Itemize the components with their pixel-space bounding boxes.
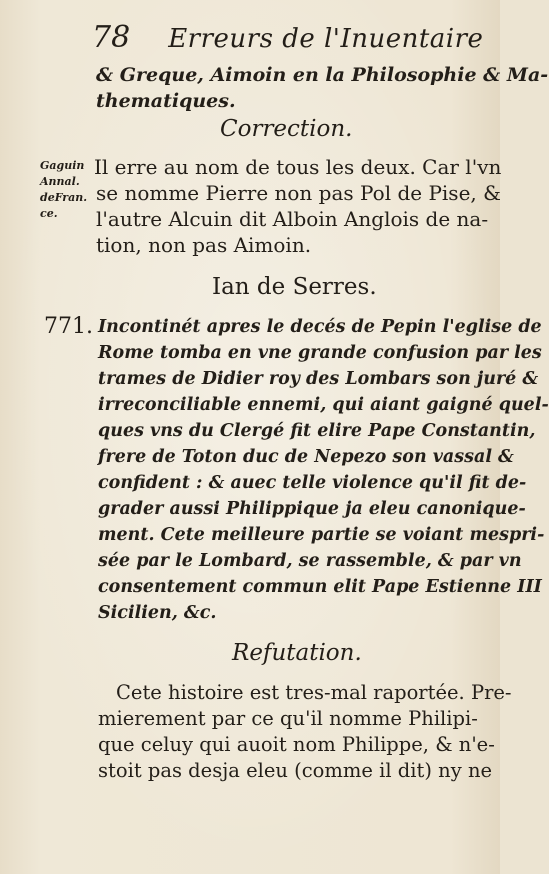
correction-line-3: l'autre Alcuin dit Alboin Anglois de na- [96,207,489,231]
section-line-5: ques vns du Clergé fit elire Pape Constantin, [98,421,536,441]
section-line-4: irreconciliable ennemi, qui aiant gaigné quel- [98,395,549,415]
margin-note-line-1: Gaguin [40,159,85,172]
correction-line-2: se nomme Pierre non pas Pol de Pise, & [96,181,501,205]
section-line-3: trames de Didier roy des Lombars son juré & [98,369,539,389]
section-line-6: frere de Toton duc de Nepezo son vassal & [98,447,514,467]
section-line-12: Sicilien, &c. [98,603,217,623]
correction-line-1: Il erre au nom de tous les deux. Car l'vn [94,155,502,179]
page-header [92,20,482,60]
section-line-10: sée par le Lombard, se rassemble, & par vn [98,551,522,571]
correction-line-4: tion, non pas Aimoin. [96,233,312,257]
margin-note-line-3: deFran. [40,191,88,204]
refutation-line-2: mierement par ce qu'il nomme Philipi- [98,707,478,730]
running-title: Erreurs de l'Inuentaire [168,24,484,54]
margin-note-line-2: Annal. [40,175,80,188]
section-line-7: confident : & auec telle violence qu'il fit de- [98,473,527,493]
section-line-8: grader aussi Philippique ja eleu canonique- [98,499,526,519]
intro-line-2: thematiques. [96,90,236,112]
page-number: 78 [92,20,131,55]
refutation-line-1: Cete histoire est tres-mal raportée. Pre- [116,681,512,704]
intro-line-1: & Greque, Aimoin en la Philosophie & Ma- [96,64,549,86]
section-line-9: ment. Cete meilleure partie se voiant mespri- [98,525,545,545]
section-number: 771. [44,314,93,339]
section-line-1: Incontinét apres le decés de Pepin l'eglise de [98,317,542,337]
correction-heading: Correction. [220,116,353,142]
section-line-11: consentement commun elit Pape Estienne III [98,577,542,597]
margin-note-line-4: ce. [40,207,58,220]
section-heading: Ian de Serres. [212,274,377,300]
refutation-line-4: stoit pas desja eleu (comme il dit) ny ne [98,759,493,782]
section-line-2: Rome tomba en vne grande confusion par les [98,343,542,363]
refutation-line-3: que celuy qui auoit nom Philippe, & n'e- [98,733,495,756]
refutation-heading: Refutation. [232,640,362,666]
